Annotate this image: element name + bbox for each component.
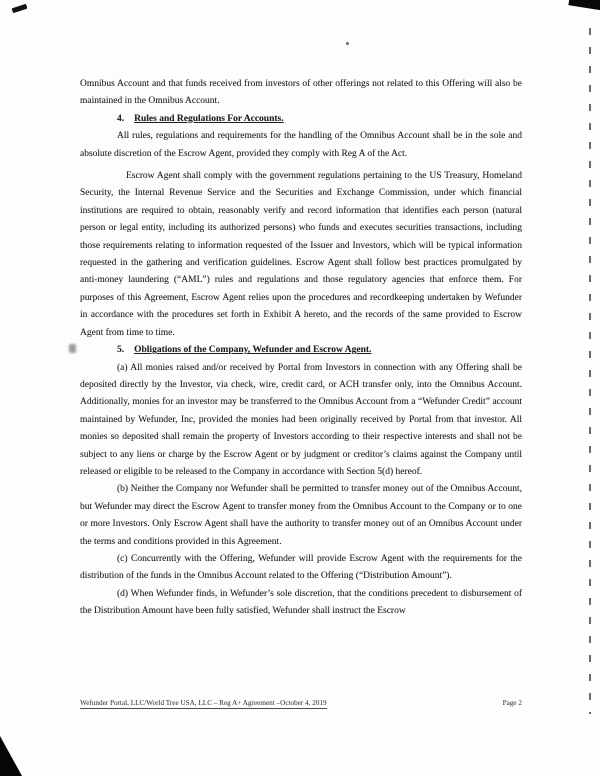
scan-artifact-bottom-left-corner: [0, 736, 22, 776]
section-5-number: 5.: [117, 345, 125, 356]
section-heading-5: [117, 342, 522, 359]
scan-artifact-smudge: [69, 344, 76, 353]
paragraph-5-b: (b) Neither the Company nor Wefunder shall be permitted to transfer money out of the Omnibus Account, but Wefunder may direct the Escrow Agent to transfer money from the Omnibus Account to the Company or to one or more Investors. Only Escrow Agent shall have the authority to transfer money out of an Omnibus Account under the terms and conditions provided in this Agreement.: [80, 484, 522, 547]
section-5-title: Obligations of the Company, Wefunder and Escrow Agent.: [134, 345, 372, 356]
paragraph-5-c: (c) Concurrently with the Offering, Wefunder will provide Escrow Agent with the requirements for the distribution of the funds in the Omnibus Account related to the Offering (“Distribution Amount”).: [80, 553, 522, 582]
section-heading-4: [117, 111, 522, 128]
paragraph-continuation: Omnibus Account and that funds received from investors of other offerings not related to this Offering will also be maintained in the Omnibus Account.: [80, 79, 522, 107]
document-body: [80, 76, 522, 621]
footer-document-title: Wefunder Portal, LLC/World Tree USA, LLC – Reg A+ Agreement –October 4, 2019: [80, 699, 327, 707]
scan-artifact-speck: [346, 42, 349, 45]
scan-artifact-top-left: [12, 4, 28, 13]
scan-artifact-right-edge-dashes: [589, 28, 591, 714]
section-4-title: Rules and Regulations For Accounts.: [134, 113, 284, 124]
paragraph-5-d: (d) When Wefunder finds, in Wefunder’s sole discretion, that the conditions precedent to disbursement of the Distribution Amount have been fully satisfied, Wefunder shall instruct the Escrow: [80, 588, 522, 617]
footer-page-number: Page 2: [502, 699, 522, 707]
paragraph-5-a: (a) All monies raised and/or received by Portal from Investors in connection with any Offering shall be deposited directly by the Investor, via check, wire, credit card, or ACH transfer only, into the Omnibus Account. Additionally, monies for an investor may be transferred to the Omnibus Account from a “Wefunder Credit” account maintained by Wefunder, Inc, provided the monies had been originally received by Portal from that investor. All monies so deposited shall remain the property of Investors according to their respective interests and shall not be subject to any liens or charge by the Escrow Agent or by judgment or creditor’s claims against the Company until released or eligible to be released to the Company in accordance with Section 5(d) hereof.: [80, 362, 522, 477]
paragraph-4-2: Escrow Agent shall comply with the government regulations pertaining to the US Treasury, Homeland Security, the Internal Revenue Service and the Securities and Exchange Commission, under which financial institutions are required to obtain, reasonably verify and record information that identifies each person (natural person or legal entity, including its authorized persons) who funds and executes securities transactions, including those requirements relating to information requested of the Issuer and Investors, which will be typical information requested in the gathering and verification guidelines. Escrow Agent shall follow best practices promulgated by anti-money laundering (“AML”) rules and regulations and those regulatory agencies that enforce them. For purposes of this Agreement, Escrow Agent relies upon the procedures and recordkeeping undertaken by Wefunder in accordance with the procedures set forth in Exhibit A hereto, and the records of the same provided to Escrow Agent from time to time.: [80, 171, 522, 338]
section-4-number: 4.: [117, 113, 125, 124]
scan-artifact-top-right: [568, 0, 600, 11]
page-footer: [80, 699, 522, 709]
paragraph-4-1: All rules, regulations and requirements for the handling of the Omnibus Account shall be in the sole and absolute discretion of the Escrow Agent, provided they comply with Reg A of the Act.: [80, 131, 522, 159]
